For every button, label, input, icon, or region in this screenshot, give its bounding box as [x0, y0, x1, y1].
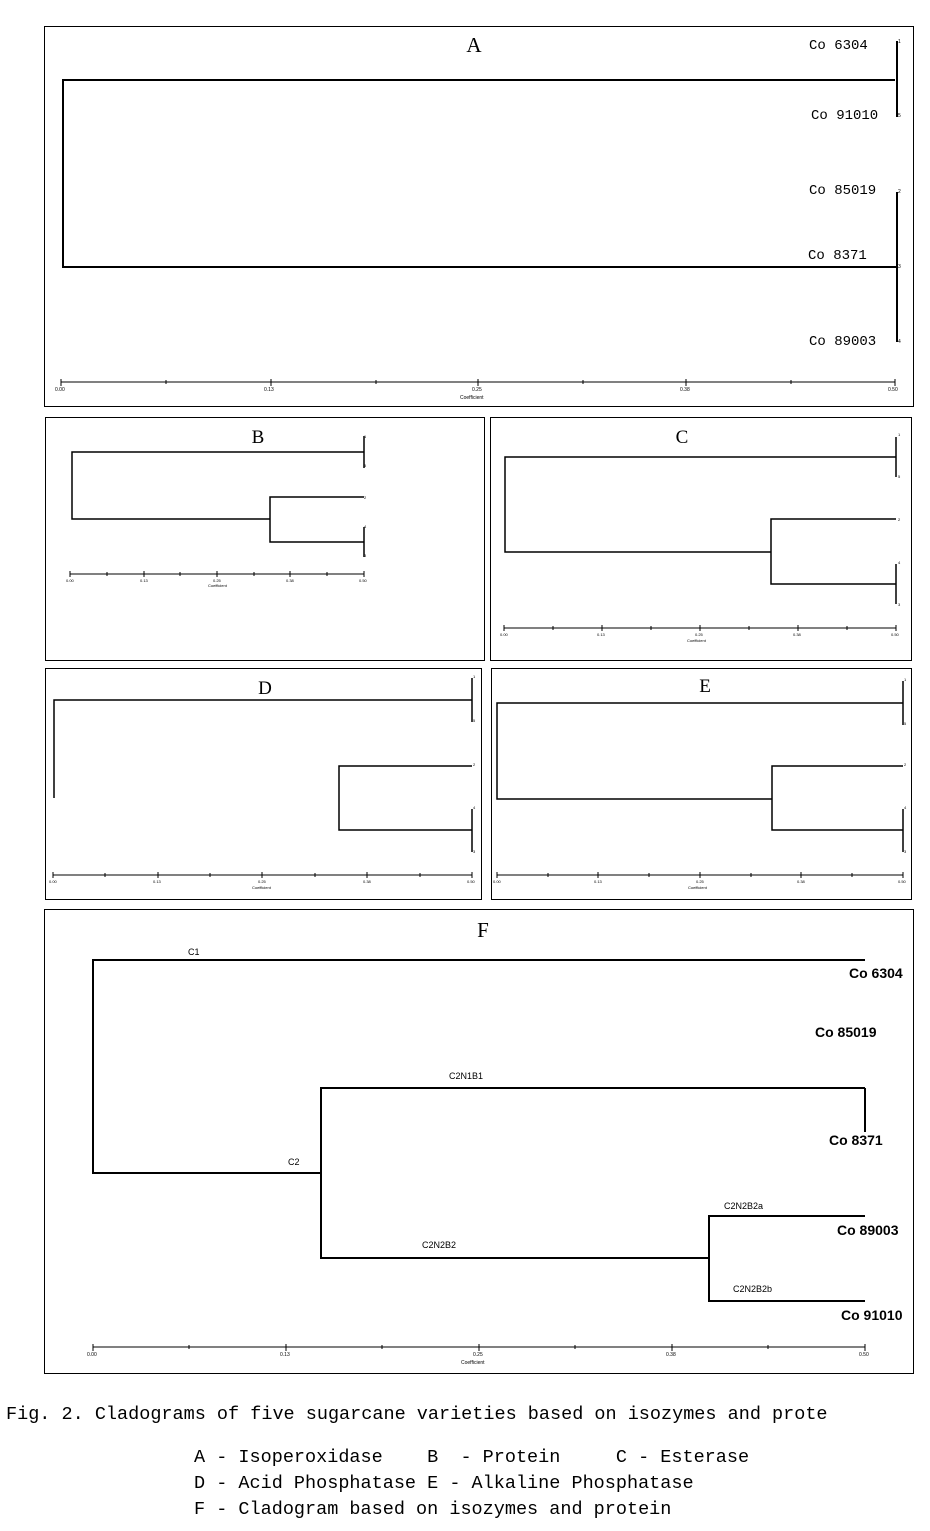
legend-line-2: D - Acid Phosphatase E - Alkaline Phosphatase: [194, 1473, 694, 1494]
leaf-index-e-5: 3: [904, 849, 907, 854]
tick-label-f-1: 0.00: [87, 1352, 97, 1358]
tick-label-d-5: 0.50: [467, 879, 475, 884]
panel-b: [45, 417, 485, 661]
leaf-label-a-3: Co 85019: [809, 183, 877, 199]
tick-label-e-3: 0.25: [696, 879, 704, 884]
leaf-label-a-1: Co 6304: [809, 38, 868, 54]
tick-label-b-2: 0.13: [140, 578, 148, 583]
panel-b-title: B: [251, 427, 265, 448]
legend-line-1: A - Isoperoxidase B - Protein C - Esterase: [194, 1447, 750, 1468]
cluster-label-c2n2b2a: C2N2B2a: [724, 1201, 764, 1211]
panel-e: [491, 668, 912, 900]
axis-label-c: Coefficient: [687, 638, 706, 643]
cluster-label-c2n1b1: C2N1B1: [449, 1071, 484, 1081]
leaf-label-a-2: Co 91010: [811, 108, 879, 124]
leaf-index-c-2: 5: [898, 474, 901, 479]
leaf-index-e-4: 4: [904, 805, 907, 810]
tick-label-f-2: 0.13: [280, 1352, 290, 1358]
leaf-index-b-3: 2: [364, 495, 367, 500]
panel-c: [490, 417, 912, 661]
panel-a: [44, 26, 914, 407]
cluster-label-c2n2b2: C2N2B2: [422, 1240, 457, 1250]
tick-label-c-1: 0.00: [500, 632, 508, 637]
tick-label-e-4: 0.38: [797, 879, 805, 884]
branch-a-top: [63, 80, 897, 267]
tick-label-a-5: 0.50: [888, 387, 898, 393]
tick-label-d-3: 0.25: [258, 879, 266, 884]
axis-label-e: Coefficient: [688, 885, 707, 890]
tick-label-b-4: 0.38: [286, 578, 294, 583]
tick-label-e-5: 0.50: [898, 879, 906, 884]
tick-label-c-4: 0.38: [793, 632, 801, 637]
cladogram-b: [46, 418, 484, 660]
leaf-index-e-3: 2: [904, 762, 907, 767]
tick-label-d-2: 0.13: [153, 879, 161, 884]
leaf-index-a-5: 4: [898, 339, 901, 345]
axis-label-b: Coefficient: [208, 583, 227, 588]
leaf-label-a-5: Co 89003: [809, 334, 877, 350]
tick-label-e-2: 0.13: [594, 879, 602, 884]
leaf-index-d-4: 4: [473, 805, 476, 810]
tick-label-f-3: 0.25: [473, 1352, 483, 1358]
leaf-index-b-1: 1: [364, 434, 367, 439]
tick-label-a-2: 0.13: [264, 387, 274, 393]
cladogram-a: [45, 27, 913, 406]
tick-label-c-2: 0.13: [597, 632, 605, 637]
panel-a-title: A: [466, 33, 482, 57]
legend-line-3: F - Cladogram based on isozymes and protein: [194, 1499, 672, 1520]
leaf-index-c-4: 4: [898, 560, 901, 565]
leaf-label-f-1: Co 6304: [849, 965, 903, 981]
leaf-index-e-1: 1: [904, 677, 907, 682]
panel-e-title: E: [699, 676, 711, 697]
panel-f-title: F: [477, 918, 489, 942]
tick-label-b-3: 0.25: [213, 578, 221, 583]
leaf-index-c-5: 3: [898, 602, 901, 607]
leaf-index-c-3: 2: [898, 517, 901, 522]
cluster-label-c1: C1: [188, 947, 200, 957]
tick-label-c-5: 0.50: [891, 632, 899, 637]
panel-d-title: D: [258, 678, 272, 699]
tick-label-b-5: 0.50: [359, 578, 367, 583]
cluster-label-c2n2b2b: C2N2B2b: [733, 1284, 773, 1294]
leaf-index-d-5: 3: [473, 849, 476, 854]
tick-label-f-5: 0.50: [859, 1352, 869, 1358]
leaf-label-f-5: Co 91010: [841, 1307, 903, 1323]
cladogram-c: [491, 418, 911, 660]
tick-label-a-1: 0.00: [55, 387, 65, 393]
leaf-index-d-3: 2: [473, 762, 476, 767]
tick-label-c-3: 0.25: [695, 632, 703, 637]
leaf-index-d-1: 1: [473, 674, 476, 679]
axis-label-f: Coefficient: [461, 1360, 485, 1366]
tick-label-a-3: 0.25: [472, 387, 482, 393]
leaf-index-d-2: 5: [473, 718, 476, 723]
axis-label-d: Coefficient: [252, 885, 271, 890]
leaf-label-a-4: Co 8371: [808, 248, 867, 264]
leaf-index-c-1: 1: [898, 432, 901, 437]
tick-label-d-4: 0.38: [363, 879, 371, 884]
panel-f: [44, 909, 914, 1374]
panel-d: [45, 668, 482, 900]
leaf-index-e-2: 5: [904, 721, 907, 726]
cladogram-e: [492, 669, 911, 899]
panel-c-title: C: [675, 427, 689, 448]
leaf-index-b-2: 5: [364, 463, 367, 468]
tick-label-e-1: 0.00: [493, 879, 501, 884]
leaf-index-a-3: 2: [898, 189, 901, 195]
figure-caption: Fig. 2. Cladograms of five sugarcane varieties based on isozymes and prote: [6, 1404, 828, 1425]
tick-label-a-4: 0.38: [680, 387, 690, 393]
cluster-label-c2: C2: [288, 1157, 300, 1167]
tick-label-f-4: 0.38: [666, 1352, 676, 1358]
tick-label-b-1: 0.00: [66, 578, 74, 583]
leaf-index-b-5: 3: [364, 553, 367, 558]
leaf-index-a-1: 1: [898, 39, 901, 45]
leaf-label-f-2: Co 85019: [815, 1024, 877, 1040]
tick-label-d-1: 0.00: [49, 879, 57, 884]
axis-label-a: Coefficient: [460, 395, 484, 401]
cladogram-f: [45, 910, 913, 1373]
leaf-label-f-3: Co 8371: [829, 1132, 883, 1148]
leaf-index-b-4: 4: [364, 524, 367, 529]
leaf-index-a-4: 3: [898, 264, 901, 270]
leaf-label-f-4: Co 89003: [837, 1222, 899, 1238]
leaf-index-a-2: 5: [898, 113, 901, 119]
cladogram-d: [46, 669, 481, 899]
